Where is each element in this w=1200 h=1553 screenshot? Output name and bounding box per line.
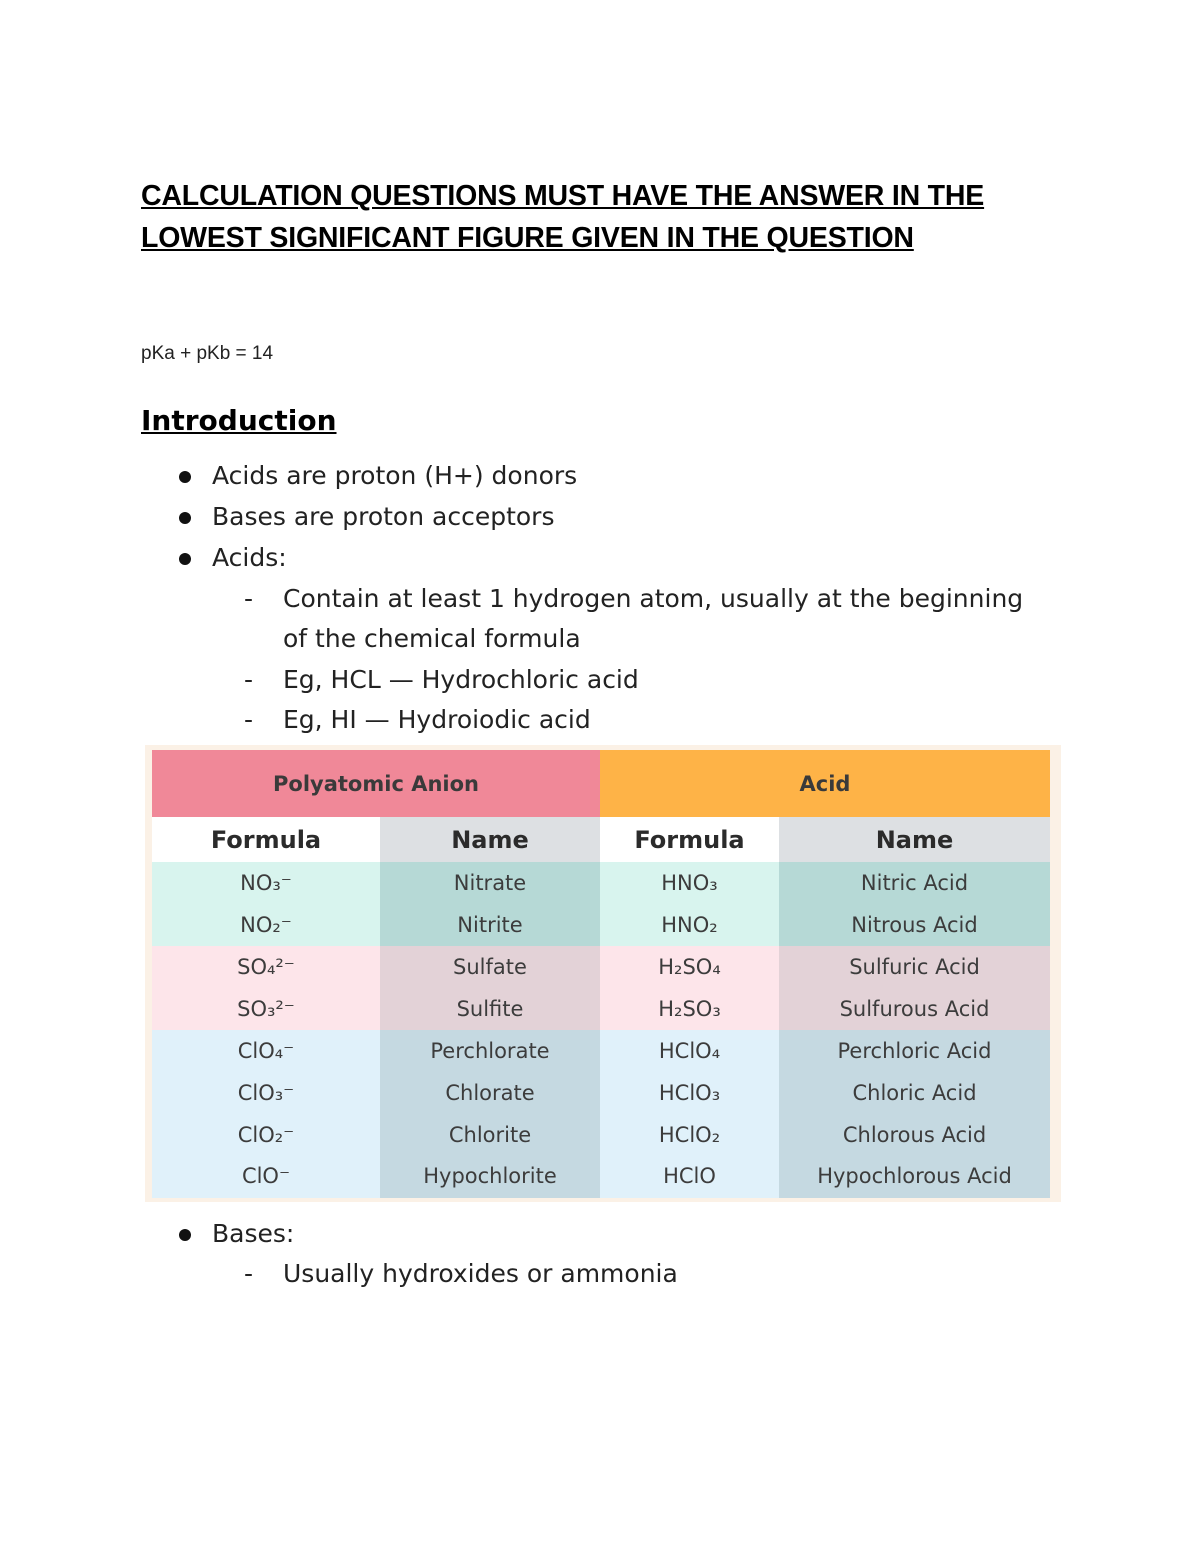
list-item: Acids are proton (H+) donors <box>212 461 578 490</box>
anion-name-cell: Sulfate <box>380 946 600 988</box>
list-item: Acids: <box>212 543 287 572</box>
acid-formula-cell: HNO₂ <box>600 904 779 946</box>
anion-name-cell: Sulfite <box>380 988 600 1030</box>
acid-formula-cell: HClO₃ <box>600 1072 779 1114</box>
pka-pkb-equation: pKa + pKb = 14 <box>141 343 274 364</box>
dash-marker: - <box>244 1259 254 1288</box>
sub-list-item: Usually hydroxides or ammonia <box>283 1259 678 1288</box>
anion-formula-cell: ClO⁻ <box>152 1155 380 1197</box>
acid-header: Acid <box>600 750 1050 817</box>
acid-formula-cell: H₂SO₄ <box>600 946 779 988</box>
dash-marker: - <box>244 705 254 734</box>
anion-formula-cell: ClO₃⁻ <box>152 1072 380 1114</box>
anion-formula-cell: SO₄²⁻ <box>152 946 380 988</box>
acid-name-cell: Nitrous Acid <box>779 904 1050 946</box>
list-item: Bases: <box>212 1219 295 1248</box>
anion-formula-cell: ClO₂⁻ <box>152 1113 380 1155</box>
bullet-dot <box>179 1229 191 1241</box>
bullet-dot <box>179 471 191 483</box>
acid-name-cell: Sulfurous Acid <box>779 988 1050 1030</box>
introduction-heading: Introduction <box>141 404 337 437</box>
sub-list-item: Eg, HI — Hydroiodic acid <box>283 705 591 734</box>
anion-name-cell: Chlorate <box>380 1072 600 1114</box>
acid-name-column-header: Name <box>779 817 1050 862</box>
acid-formula-cell: HClO₄ <box>600 1030 779 1072</box>
sub-list-item: Eg, HCL — Hydrochloric acid <box>283 665 639 694</box>
anion-formula-cell: NO₂⁻ <box>152 904 380 946</box>
bullet-dot <box>179 512 191 524</box>
anion-name-column-header: Name <box>380 817 600 862</box>
acid-name-cell: Perchloric Acid <box>779 1030 1050 1072</box>
list-item: Bases are proton acceptors <box>212 502 555 531</box>
bullet-dot <box>179 553 191 565</box>
acid-formula-cell: HClO₂ <box>600 1113 779 1155</box>
anion-name-cell: Nitrate <box>380 862 600 904</box>
anion-acid-table <box>152 750 1050 1198</box>
acid-formula-cell: HNO₃ <box>600 862 779 904</box>
acid-name-cell: Chloric Acid <box>779 1072 1050 1114</box>
anion-acid-table-image <box>145 745 1061 1202</box>
anion-formula-column-header: Formula <box>152 817 380 862</box>
acid-formula-cell: HClO <box>600 1155 779 1197</box>
acid-name-cell: Sulfuric Acid <box>779 946 1050 988</box>
acid-name-cell: Hypochlorous Acid <box>779 1155 1050 1197</box>
anion-name-cell: Perchlorate <box>380 1030 600 1072</box>
sub-list-item: Contain at least 1 hydrogen atom, usually at the beginning of the chemical formula <box>283 584 1024 653</box>
anion-name-cell: Hypochlorite <box>380 1155 600 1197</box>
polyatomic-anion-header: Polyatomic Anion <box>152 750 600 817</box>
acid-formula-column-header: Formula <box>600 817 779 862</box>
anion-name-cell: Nitrite <box>380 904 600 946</box>
anion-formula-cell: NO₃⁻ <box>152 862 380 904</box>
anion-formula-cell: SO₃²⁻ <box>152 988 380 1030</box>
anion-name-cell: Chlorite <box>380 1113 600 1155</box>
dash-marker: - <box>244 665 254 694</box>
instruction-banner: CALCULATION QUESTIONS MUST HAVE THE ANSWER IN THE LOWEST SIGNIFICANT FIGURE GIVEN IN THE QUESTION <box>141 180 985 254</box>
acid-name-cell: Nitric Acid <box>779 862 1050 904</box>
acid-name-cell: Chlorous Acid <box>779 1113 1050 1155</box>
acid-formula-cell: H₂SO₃ <box>600 988 779 1030</box>
anion-formula-cell: ClO₄⁻ <box>152 1030 380 1072</box>
dash-marker: - <box>244 584 254 613</box>
